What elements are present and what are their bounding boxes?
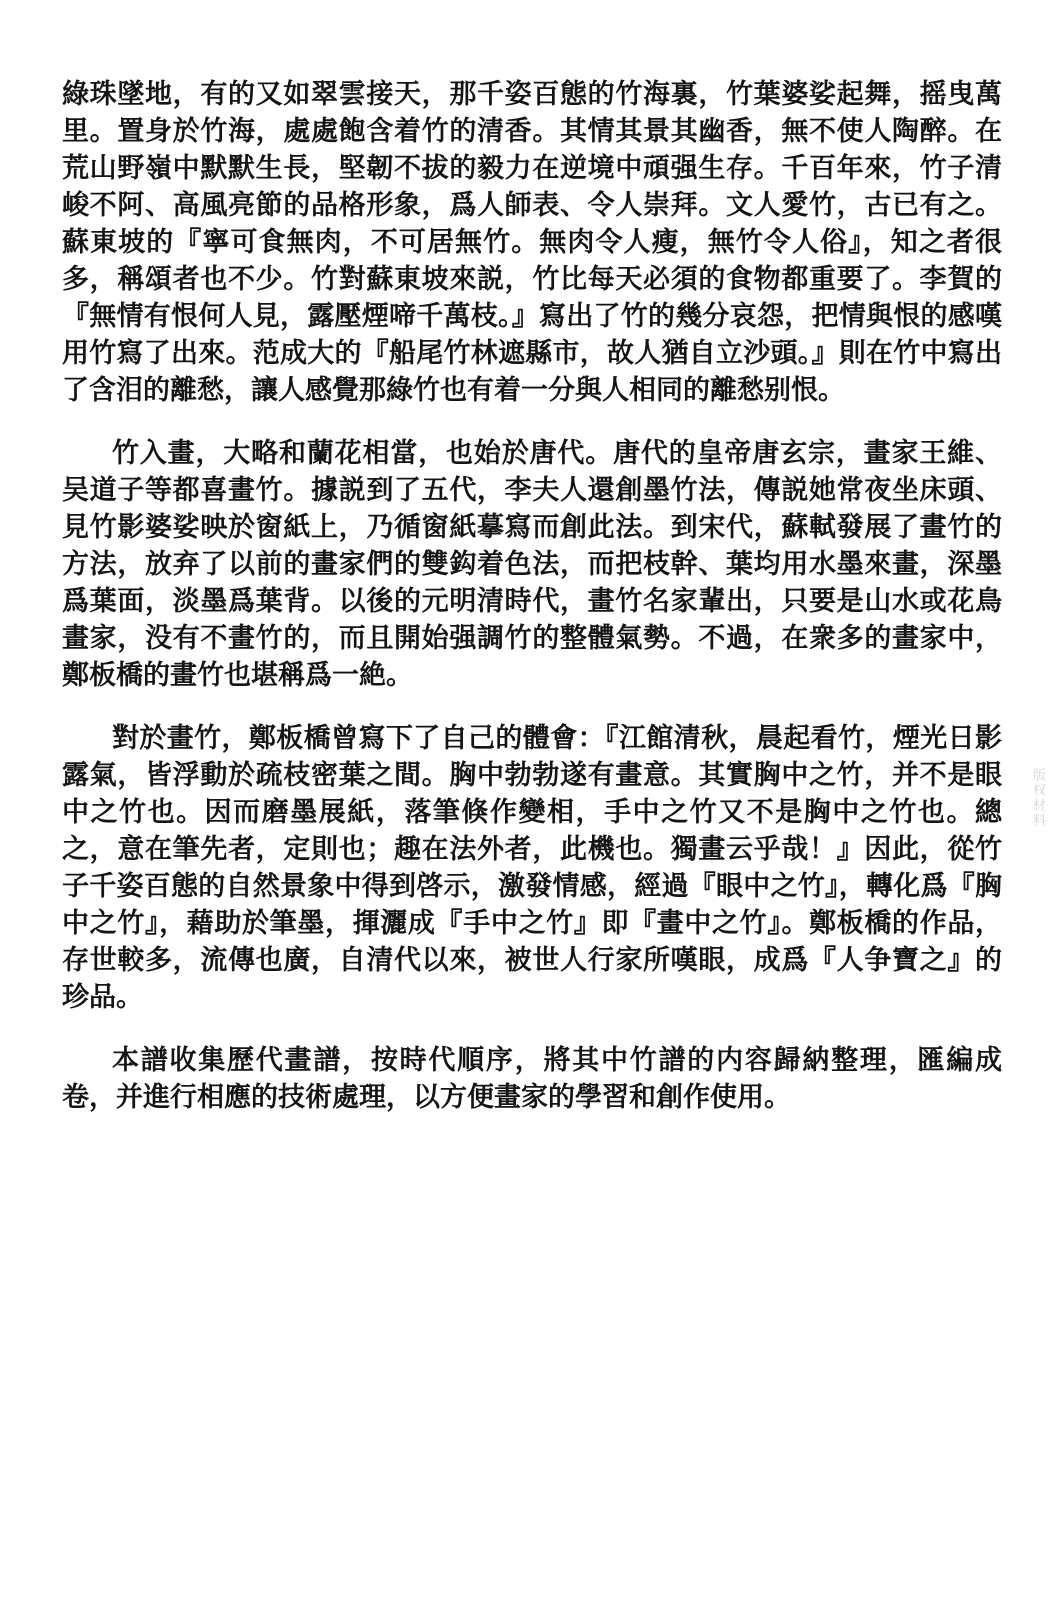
text-column xyxy=(62,76,1002,1142)
paragraph-zheng-banqiao: 對於畫竹，鄭板橋曾寫下了自己的體會：『江館清秋，晨起看竹，煙光日影露氣，皆浮動於疏枝密葉之間。胸中勃勃遂有畫意。其實胸中之竹，并不是眼中之竹也。因而磨墨展紙，落筆倏作變相，手中之竹又不是胸中之竹也。總之，意在筆先者，定則也；趣在法外者，此機也。獨畫云乎哉！』因此，從竹子千姿百態的自然景象中得到啓示，激發情感，經過『眼中之竹』，轉化爲『胸中之竹』，藉助於筆墨，揮灑成『手中之竹』即『畫中之竹』。鄭板橋的作品，存世較多，流傳也廣，自清代以來，被世人行家所嘆眼，成爲『人争寶之』的珍品。 xyxy=(62,723,1002,1012)
paragraph-bamboo-sea: 綠珠墜地，有的又如翠雲接天，那千姿百態的竹海裏，竹葉婆娑起舞，摇曳萬里。置身於竹海，處處飽含着竹的清香。其情其景其幽香，無不使人陶醉。在荒山野嶺中默默生長，堅韌不拔的毅力在逆境中頑强生存。千百年來，竹子清峻不阿、高風亮節的品格形象，爲人師表、令人崇拜。文人愛竹，古已有之。蘇東坡的『寧可食無肉，不可居無竹。無肉令人瘦，無竹令人俗』，知之者很多，稱頌者也不少。竹對蘇東坡來説，竹比每天必須的食物都重要了。李賀的『無情有恨何人見，露壓煙啼千萬枝。』寫出了竹的幾分哀怨，把情與恨的感嘆用竹寫了出來。范成大的『船尾竹林遮縣市，故人猶自立沙頭。』則在竹中寫出了含泪的離愁，讓人感覺那綠竹也有着一分與人相同的離愁别恨。 xyxy=(62,79,1002,405)
copyright-watermark: 版权材料 xyxy=(1031,768,1046,828)
paragraph-compilation-note: 本譜收集歷代畫譜，按時代順序，將其中竹譜的内容歸納整理，匯編成卷，并進行相應的技術處理，以方便畫家的學習和創作使用。 xyxy=(62,1045,1002,1112)
paragraph-bamboo-into-painting: 竹入畫，大略和蘭花相當，也始於唐代。唐代的皇帝唐玄宗，畫家王維、吴道子等都喜畫竹。據説到了五代，李夫人還創墨竹法，傳説她常夜坐床頭、見竹影婆娑映於窗紙上，乃循窗紙摹寫而創此法。到宋代，蘇軾發展了畫竹的方法，放弃了以前的畫家們的雙鈎着色法，而把枝幹、葉均用水墨來畫，深墨爲葉面，淡墨爲葉背。以後的元明清時代，畫竹名家輩出，只要是山水或花鳥畫家，没有不畫竹的，而且開始强調竹的整體氣勢。不過，在衆多的畫家中，鄭板橋的畫竹也堪稱爲一絶。 xyxy=(62,438,1002,690)
